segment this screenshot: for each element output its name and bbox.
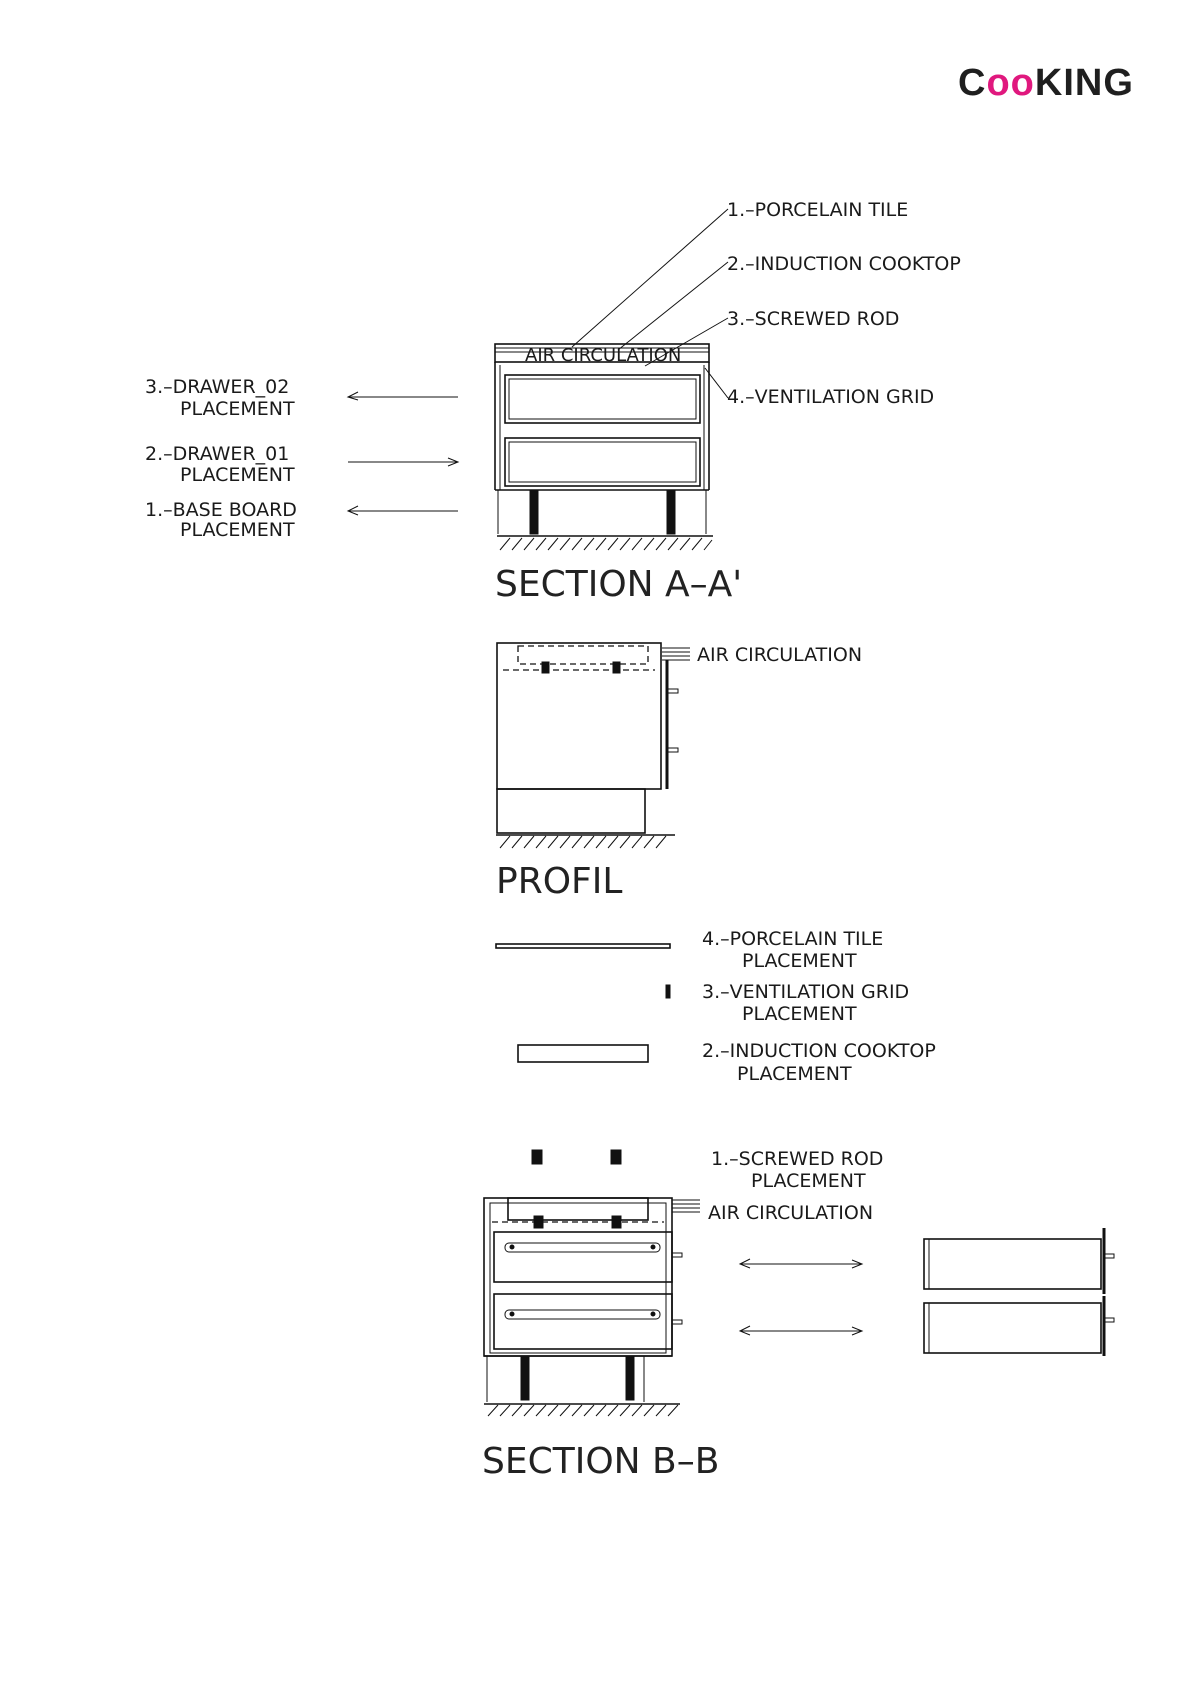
parts-drawing: [496, 944, 670, 1164]
drawer-01-inner: [509, 442, 696, 482]
bb-cooktop: [508, 1198, 648, 1220]
part-ventilation-grid-line1: 3.–VENTILATION GRID: [702, 981, 910, 1003]
logo-suffix: KING: [1034, 62, 1134, 104]
profil-air-arrows: [662, 648, 690, 660]
part-screwed-rod-2: [611, 1150, 621, 1164]
bb-arrow-drawer-01: [740, 1326, 862, 1335]
placement-drawer-01-line2: PLACEMENT: [180, 464, 295, 486]
section-aa-title: SECTION A–A': [495, 564, 743, 605]
bb-leg-left: [521, 1356, 529, 1400]
part-ventilation-grid-line2: PLACEMENT: [742, 1003, 857, 1025]
drawer-02: [505, 375, 700, 423]
profil-plinth: [497, 789, 645, 833]
drawer-02-inner: [509, 379, 696, 419]
placement-arrow-drawer-01: [348, 458, 458, 466]
profil-cooktop-outline: [518, 646, 648, 664]
bb-drawer-01: [494, 1294, 672, 1349]
profil-title: PROFIL: [496, 861, 623, 902]
part-screwed-rod-line1: 1.–SCREWED ROD: [711, 1148, 884, 1170]
profil-floor-hatch: [500, 836, 666, 848]
placement-base-board-line2: PLACEMENT: [180, 519, 295, 541]
bb-drawer-02-screw-1: [510, 1245, 514, 1249]
profil-air-circulation-label: AIR CIRCULATION: [697, 644, 863, 666]
bb-air-arrows: [672, 1200, 700, 1212]
bb-arrow-drawer-02: [740, 1259, 862, 1268]
bb-drawer-01-screw-1: [510, 1312, 514, 1316]
profil-drawing: [496, 643, 690, 848]
bb-rod-2: [612, 1216, 621, 1228]
bb-drawer-01-handle: [505, 1310, 660, 1319]
bb-floor-hatch: [488, 1405, 678, 1416]
leg-left: [530, 490, 538, 534]
bb-cabinet-inner: [490, 1203, 666, 1353]
part-porcelain-tile-line2: PLACEMENT: [742, 950, 857, 972]
bb-leg-right: [626, 1356, 634, 1400]
placement-drawer-01-line1: 2.–DRAWER_01: [145, 443, 290, 465]
profil-cabinet: [497, 643, 661, 789]
bb-drawer-02-screw-2: [651, 1245, 655, 1249]
logo-rings-icon: oo: [986, 62, 1035, 104]
drawer-01: [505, 438, 700, 486]
aa-air-circulation-label: AIR CIRCULATION: [525, 345, 682, 366]
callout-ventilation-grid: 4.–VENTILATION GRID: [727, 386, 935, 408]
callout-porcelain-tile: 1.–PORCELAIN TILE: [727, 199, 909, 221]
part-screwed-rod-line2: PLACEMENT: [751, 1170, 866, 1192]
bb-drawer-02-separate: [924, 1228, 1114, 1294]
part-induction-cooktop-line2: PLACEMENT: [737, 1063, 852, 1085]
section-bb-title: SECTION B–B: [482, 1441, 720, 1482]
placement-base-board-line1: 1.–BASE BOARD: [145, 499, 297, 521]
bb-drawer-02-knob: [672, 1253, 682, 1257]
part-screwed-rod-1: [532, 1150, 542, 1164]
placement-arrow-drawer-02: [348, 392, 458, 400]
profil-rod-2: [613, 662, 620, 673]
callout-induction-cooktop: 2.–INDUCTION COOKTOP: [727, 253, 961, 275]
bb-air-circulation-label: AIR CIRCULATION: [708, 1202, 874, 1224]
placement-arrow-base-board: [348, 506, 458, 515]
bb-rod-1: [534, 1216, 543, 1228]
bb-drawer-01-separate: [924, 1296, 1114, 1356]
part-ventilation-grid: [666, 985, 670, 998]
floor-hatch: [500, 538, 712, 550]
section-bb-drawing: [484, 1198, 1114, 1416]
profil-handle-2: [667, 748, 678, 752]
logo-prefix: C: [958, 62, 987, 104]
bb-drawer-02: [494, 1232, 672, 1282]
leader-line-1: [572, 209, 728, 347]
profil-rod-1: [542, 662, 549, 673]
bb-drawer-02-handle: [505, 1243, 660, 1252]
placement-drawer-02-line1: 3.–DRAWER_02: [145, 376, 290, 398]
profil-handle-1: [667, 689, 678, 693]
bb-drawer-01-screw-2: [651, 1312, 655, 1316]
callout-screwed-rod: 3.–SCREWED ROD: [727, 308, 900, 330]
part-induction-cooktop-line1: 2.–INDUCTION COOKTOP: [702, 1040, 936, 1062]
part-porcelain-tile-line1: 4.–PORCELAIN TILE: [702, 928, 884, 950]
profil-labels: [496, 644, 862, 902]
part-porcelain-tile: [496, 944, 670, 948]
part-induction-cooktop: [518, 1045, 648, 1062]
section-bb-labels: [482, 1202, 873, 1482]
leg-right: [667, 490, 675, 534]
bb-drawer-01-knob: [672, 1320, 682, 1324]
placement-drawer-02-line2: PLACEMENT: [180, 398, 295, 420]
section-aa-drawing: [348, 209, 728, 550]
parts-labels: [702, 928, 936, 1192]
leader-line-2: [618, 262, 728, 350]
